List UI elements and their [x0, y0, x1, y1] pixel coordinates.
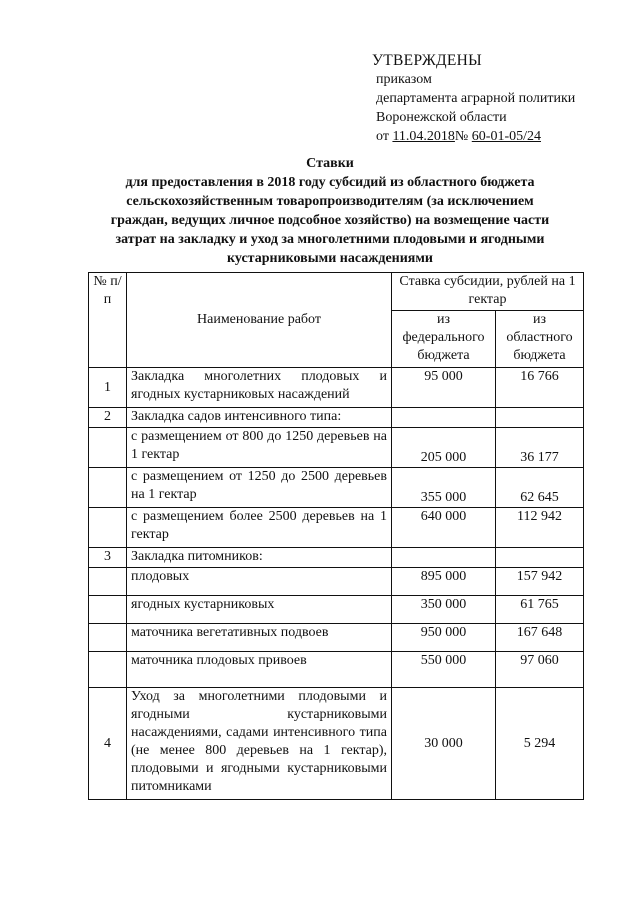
row-regional — [496, 408, 584, 428]
title-line-4: граждан, ведущих личное подсобное хозяйство) на возмещение части — [110, 213, 550, 228]
row-name: плодовых — [127, 568, 392, 596]
row-regional: 36 177 — [496, 428, 584, 468]
table-header-row — [89, 273, 584, 311]
row-regional: 112 942 — [496, 508, 584, 548]
row-num — [89, 468, 127, 508]
table-row — [89, 368, 584, 408]
table-row — [89, 652, 584, 688]
row-name: с размещением более 2500 деревьев на 1 гектар — [127, 508, 392, 548]
row-federal: 350 000 — [392, 596, 496, 624]
table-row — [89, 624, 584, 652]
row-name: маточника плодовых привоев — [127, 652, 392, 688]
header-rate-group: Ставка субсидии, рублей на 1 гектар — [392, 273, 584, 311]
row-num — [89, 508, 127, 548]
row-num: 1 — [89, 368, 127, 408]
table-row — [89, 688, 584, 800]
table-row — [89, 568, 584, 596]
row-name: с размещением от 800 до 1250 деревьев на 1 гектар — [127, 428, 392, 468]
approval-order-line — [372, 127, 575, 146]
table-row — [89, 596, 584, 624]
approval-date: 11.04.2018 — [392, 129, 455, 144]
row-name: с размещением от 1250 до 2500 деревьев на 1 гектар — [127, 468, 392, 508]
row-num: 2 — [89, 408, 127, 428]
approval-line-1: приказом — [376, 72, 432, 87]
row-federal: 950 000 — [392, 624, 496, 652]
header-regional: из областного бюджета — [496, 311, 584, 368]
row-name: Закладка садов интенсивного типа: — [127, 408, 392, 428]
row-num: 4 — [89, 688, 127, 800]
row-regional: 62 645 — [496, 468, 584, 508]
title-line-5: затрат на закладку и уход за многолетними плодовыми и ягодными — [115, 232, 545, 247]
approval-number-sign: № — [454, 129, 469, 144]
row-regional: 167 648 — [496, 624, 584, 652]
title-line-1: Ставки — [306, 156, 354, 171]
row-federal: 640 000 — [392, 508, 496, 548]
row-federal — [392, 548, 496, 568]
row-regional: 16 766 — [496, 368, 584, 408]
header-name: Наименование работ — [127, 273, 392, 368]
header-federal: из федерального бюджета — [392, 311, 496, 368]
row-regional: 157 942 — [496, 568, 584, 596]
approval-heading: УТВЕРЖДЕНЫ — [372, 52, 482, 69]
title-line-3: сельскохозяйственным товаропроизводителям (за исключением — [126, 194, 534, 209]
row-regional — [496, 548, 584, 568]
row-regional: 61 765 — [496, 596, 584, 624]
rates-table — [88, 272, 584, 800]
document-title — [80, 154, 580, 268]
title-line-2: для предоставления в 2018 году субсидий из областного бюджета — [125, 175, 535, 190]
row-name: маточника вегетативных подвоев — [127, 624, 392, 652]
row-federal: 550 000 — [392, 652, 496, 688]
approval-prefix: от — [376, 129, 389, 144]
table-row — [89, 548, 584, 568]
approval-line-2: департамента аграрной политики — [376, 91, 576, 106]
row-federal: 95 000 — [392, 368, 496, 408]
table-row — [89, 508, 584, 548]
row-num — [89, 596, 127, 624]
title-line-6: кустарниковыми насаждениями — [227, 251, 433, 266]
row-name: Закладка многолетних плодовых и ягодных кустарниковых насаждений — [127, 368, 392, 408]
row-federal — [392, 408, 496, 428]
row-num: 3 — [89, 548, 127, 568]
row-num — [89, 428, 127, 468]
row-federal: 895 000 — [392, 568, 496, 596]
header-num: № п/п — [89, 273, 127, 368]
row-federal: 205 000 — [392, 428, 496, 468]
row-regional: 5 294 — [496, 688, 584, 800]
table-row — [89, 468, 584, 508]
approval-line-3: Воронежской области — [376, 110, 507, 125]
table-row — [89, 428, 584, 468]
row-num — [89, 652, 127, 688]
row-regional: 97 060 — [496, 652, 584, 688]
row-federal: 30 000 — [392, 688, 496, 800]
table-row — [89, 408, 584, 428]
row-num — [89, 568, 127, 596]
row-name: Закладка питомников: — [127, 548, 392, 568]
row-name: ягодных кустарниковых — [127, 596, 392, 624]
row-num — [89, 624, 127, 652]
approval-number: 60-01-05/24 — [471, 129, 541, 144]
row-name: Уход за многолетними плодовыми и ягодными кустарниковыми насаждениями, садами интенсивного типа (не менее 800 деревьев на 1 гектар), плодовыми и ягодными кустарниковыми питомниками — [127, 688, 392, 800]
row-federal: 355 000 — [392, 468, 496, 508]
approval-block — [372, 51, 575, 146]
